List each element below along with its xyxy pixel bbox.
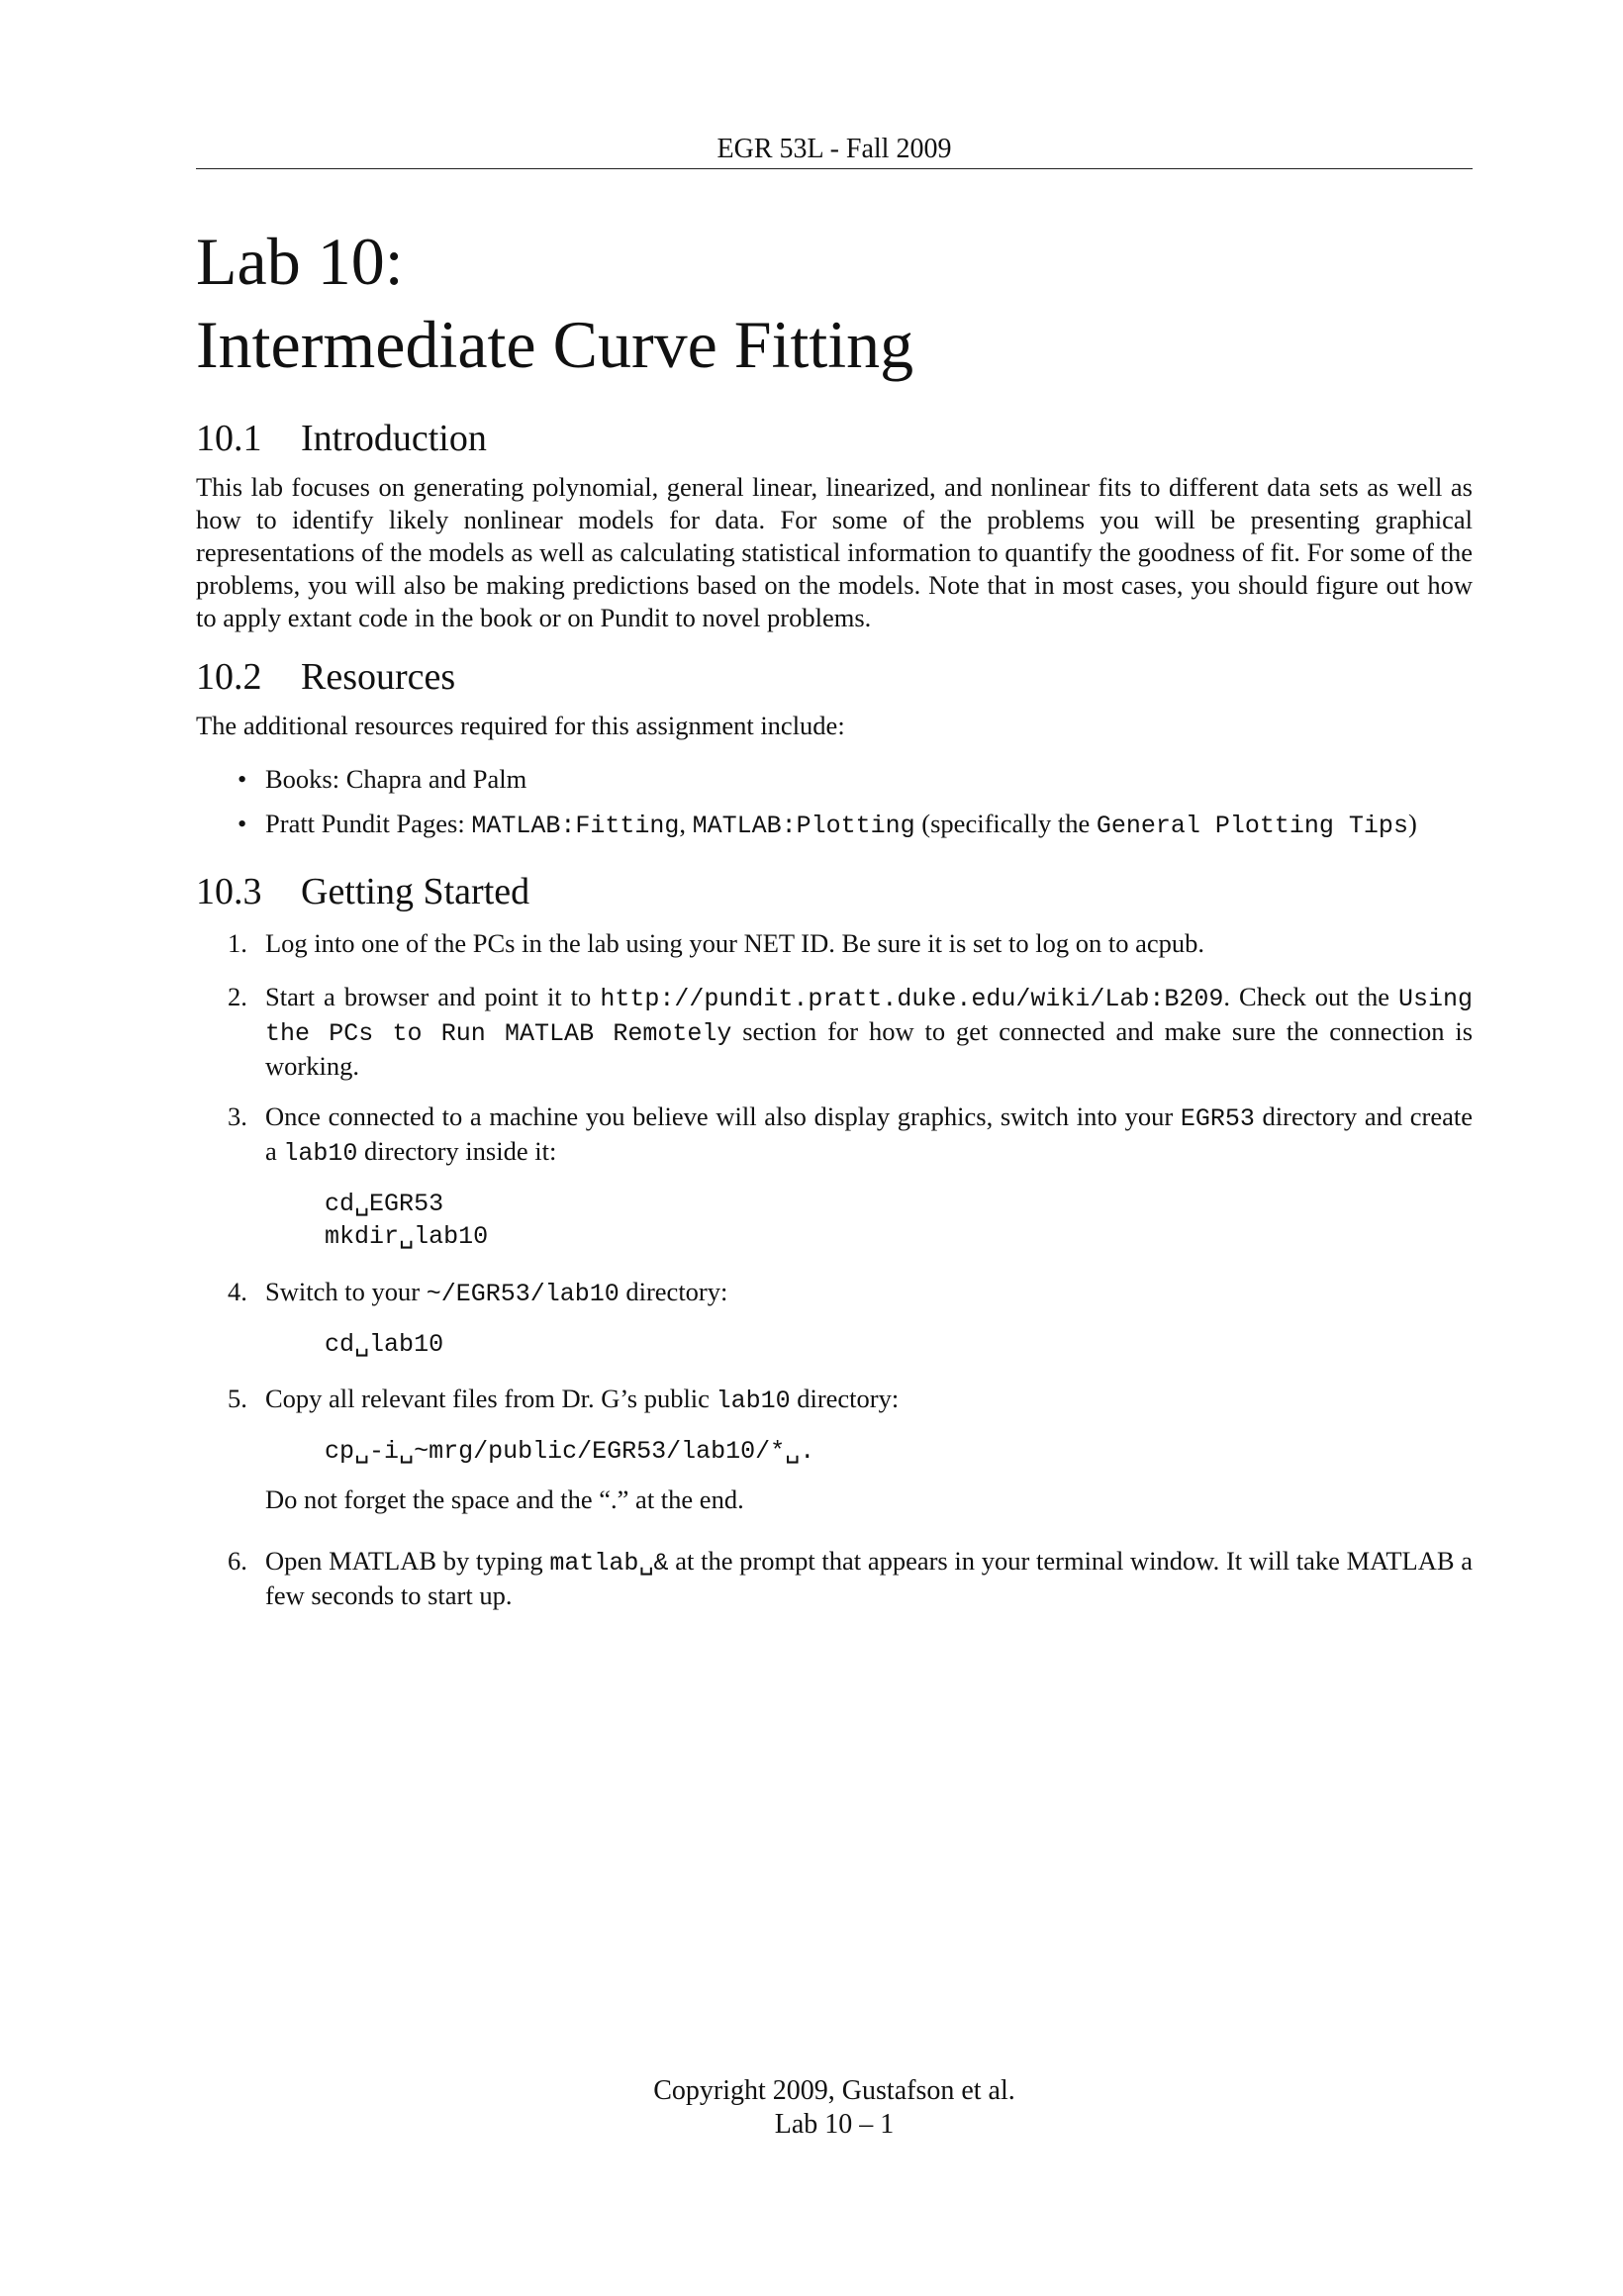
section-number: 10.3 [196, 871, 262, 912]
step-text [265, 981, 1473, 1083]
bullet-icon: • [238, 809, 247, 838]
step-number: 1. [228, 928, 247, 958]
step-text [265, 1276, 1473, 1310]
step-text-part: directory: [797, 1384, 900, 1413]
step-item [196, 1545, 1473, 1612]
list-item-text: (specifically the [921, 809, 1091, 838]
section-number: 10.1 [196, 418, 262, 459]
title-line-2: Intermediate Curve Fitting [196, 307, 914, 382]
page-title [196, 220, 913, 386]
code-line: cd␣lab10 [325, 1330, 444, 1359]
link-general-plotting-tips[interactable]: General Plotting Tips [1096, 812, 1408, 840]
step-text-part: section for how to get connected and make sure the connection is working. [265, 1016, 1474, 1081]
title-line-1: Lab 10: [196, 224, 404, 299]
step-text [265, 1100, 1473, 1170]
link-matlab-plotting[interactable]: MATLAB:Plotting [692, 812, 915, 840]
code-block [325, 1328, 1473, 1361]
step-text-part: Copy all relevant files from Dr. G’s public [265, 1384, 710, 1413]
running-head: EGR 53L - Fall 2009 [716, 134, 952, 164]
step-text-part: Open MATLAB by typing [265, 1546, 543, 1576]
directory-name: EGR53 [1180, 1104, 1255, 1133]
header-rule [196, 168, 1473, 169]
url-link[interactable]: http://pundit.pratt.duke.edu/wiki/Lab:B209 [600, 985, 1224, 1013]
list-item [196, 808, 1473, 842]
step-number: 3. [228, 1101, 247, 1131]
page-footer [196, 2074, 1473, 2142]
section-title: Introduction [301, 418, 487, 459]
link-matlab-fitting[interactable]: MATLAB:Fitting [471, 812, 680, 840]
list-item-text: ) [1407, 809, 1417, 838]
step-text-part: directory inside it: [364, 1136, 557, 1166]
step-text [265, 1383, 1473, 1417]
section-heading-getting-started [196, 869, 529, 914]
directory-name: lab10 [283, 1139, 358, 1168]
section-link[interactable]: Using the PCs to Run MATLAB Remotely [265, 985, 1474, 1048]
introduction-paragraph: This lab focuses on generating polynomial, general linear, linearized, and nonlinear fits to different data sets as well as how to identify likely nonlinear models for data. For some of the problems you will be presenting graphical representations of the models as well as calculating statistical information to quantify the goodness of fit. For some of the problems, you will also be making predictions based on the models. Note that in most cases, you should figure out how to apply extant code in the book or on Pundit to novel problems. [196, 472, 1473, 632]
step-text [265, 1545, 1473, 1612]
step-item [196, 927, 1473, 960]
step-text-part: Start a browser and point it to [265, 982, 592, 1011]
step-text-part: directory: [625, 1277, 728, 1306]
step-item [196, 1383, 1473, 1516]
section-heading-resources [196, 654, 455, 700]
step-text-part: directory and create a [265, 1101, 1474, 1166]
step-number: 4. [228, 1277, 247, 1306]
page-number: Lab 10 – 1 [774, 2109, 895, 2140]
resources-list [196, 763, 1473, 854]
step-number: 2. [228, 982, 247, 1011]
section-number: 10.2 [196, 656, 262, 698]
step-text: Log into one of the PCs in the lab using your NET ID. Be sure it is set to log on to acpub. [265, 928, 1204, 958]
bullet-icon: • [238, 764, 247, 794]
copyright-notice: Copyright 2009, Gustafson et al. [653, 2075, 1015, 2106]
directory-name: lab10 [716, 1387, 791, 1415]
document-page [196, 0, 1473, 2296]
step-text-part: . Check out the [1223, 982, 1390, 1011]
code-line: cp␣-i␣~mrg/public/EGR53/lab10/*␣. [325, 1437, 815, 1466]
resources-intro: The additional resources required for this assignment include: [196, 711, 845, 740]
step-item [196, 1276, 1473, 1361]
step-text-part: Once connected to a machine you believe will also display graphics, switch into your [265, 1101, 1174, 1131]
step-text-part: Switch to your [265, 1277, 421, 1306]
command: matlab␣& [549, 1549, 669, 1578]
list-item-text: Books: Chapra and Palm [265, 764, 527, 794]
section-heading-introduction [196, 416, 487, 461]
code-line: cd␣EGR53 [325, 1190, 444, 1218]
code-block [325, 1435, 1473, 1468]
step-note: Do not forget the space and the “.” at the end. [265, 1484, 744, 1514]
step-number: 5. [228, 1384, 247, 1413]
section-title: Getting Started [301, 871, 530, 912]
code-line: mkdir␣lab10 [325, 1222, 489, 1251]
step-item [196, 981, 1473, 1083]
separator: , [679, 809, 686, 838]
directory-path: ~/EGR53/lab10 [426, 1280, 620, 1308]
step-item [196, 1100, 1473, 1253]
step-number: 6. [228, 1546, 247, 1576]
code-block [325, 1188, 1473, 1253]
section-title: Resources [301, 656, 456, 698]
step-text-part: at the prompt that appears in your terminal window. It will take MATLAB a few seconds to start up. [265, 1546, 1474, 1610]
list-item-text: Pratt Pundit Pages: [265, 809, 465, 838]
list-item [196, 763, 1473, 796]
